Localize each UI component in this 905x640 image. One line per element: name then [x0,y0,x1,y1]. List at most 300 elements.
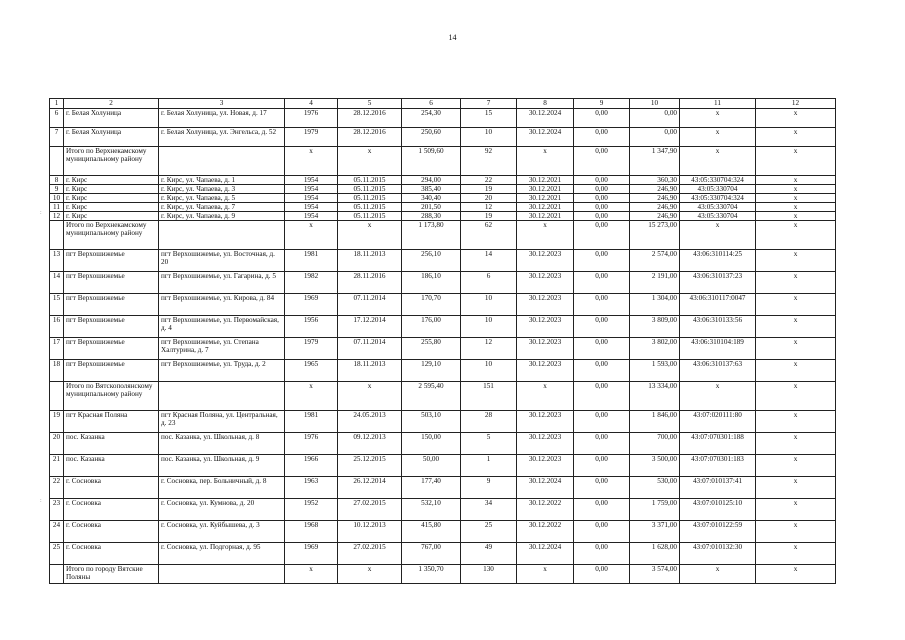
column-header-11: 11 [680,99,756,109]
margin-mark: : [40,498,42,504]
table-row [50,499,836,521]
cell-col-3: г. Кирс, ул. Чапаева, д. 9 [159,212,285,221]
cell-col-11: 43:05:330704 [680,185,756,194]
cell-col-12: x [756,543,836,565]
cell-col-2: пгт Верхошижемье [64,338,159,360]
cell-col-11: 43:07:070301:188 [680,433,756,455]
cell-col-6: 503,10 [402,411,461,433]
cell-col-3: г. Сосновка, ул. Куйбышева, д. 3 [159,521,285,543]
cell-col-7: 22 [461,176,517,185]
column-header-8: 8 [517,99,574,109]
cell-col-4: 1979 [285,128,338,147]
cell-col-6: 255,80 [402,338,461,360]
page-number: 14 [448,33,457,42]
cell-col-10: 246,90 [630,194,680,203]
cell-col-1: 22 [50,477,64,499]
cell-col-9: 0,00 [574,455,630,477]
cell-col-9: 0,00 [574,433,630,455]
cell-col-11: x [680,565,756,584]
table-row [50,543,836,565]
table-row [50,477,836,499]
cell-col-3: пгт Верхошижемье, ул. Восточная, д. 20 [159,250,285,272]
cell-col-3: г. Сосновка, ул. Подгорная, д. 95 [159,543,285,565]
cell-col-11: 43:07:010137:41 [680,477,756,499]
cell-col-8: 30.12.2024 [517,477,574,499]
cell-col-1: 20 [50,433,64,455]
cell-col-10: 0,00 [630,128,680,147]
column-header-3: 3 [159,99,285,109]
cell-col-6: 177,40 [402,477,461,499]
cell-col-4: 1981 [285,250,338,272]
cell-col-7: 10 [461,128,517,147]
cell-col-5: 18.11.2013 [338,250,402,272]
cell-col-9: 0,00 [574,521,630,543]
cell-col-10: 530,00 [630,477,680,499]
cell-col-8: 30.12.2023 [517,250,574,272]
cell-col-12: x [756,128,836,147]
cell-col-11: x [680,221,756,250]
cell-col-2: г. Кирс [64,185,159,194]
cell-col-4: 1963 [285,477,338,499]
cell-col-10: 1 759,00 [630,499,680,521]
cell-col-2: г. Сосновка [64,477,159,499]
cell-col-10: 246,90 [630,203,680,212]
cell-col-8: 30.12.2022 [517,499,574,521]
cell-col-6: 256,10 [402,250,461,272]
cell-col-10: 1 628,00 [630,543,680,565]
cell-col-9: 0,00 [574,477,630,499]
cell-col-5: x [338,221,402,250]
cell-col-12: x [756,176,836,185]
cell-col-6: 129,10 [402,360,461,382]
cell-col-9: 0,00 [574,185,630,194]
cell-col-10: 246,90 [630,212,680,221]
cell-col-9: 0,00 [574,338,630,360]
cell-col-6: 250,60 [402,128,461,147]
cell-col-1: 11 [50,203,64,212]
cell-col-2: г. Белая Холуница [64,128,159,147]
cell-col-10: 1 593,00 [630,360,680,382]
column-header-9: 9 [574,99,630,109]
cell-col-7: 10 [461,360,517,382]
cell-col-5: 05.11.2015 [338,176,402,185]
column-header-5: 5 [338,99,402,109]
column-header-2: 2 [64,99,159,109]
cell-col-12: x [756,433,836,455]
cell-col-5: 28.11.2016 [338,272,402,294]
cell-col-5: 27.02.2015 [338,543,402,565]
cell-col-1: 8 [50,176,64,185]
cell-col-5: x [338,565,402,584]
cell-col-4: 1954 [285,176,338,185]
cell-col-2: пгт Верхошижемье [64,360,159,382]
cell-col-10: 2 574,00 [630,250,680,272]
cell-col-2: г. Белая Холуница [64,109,159,128]
cell-col-10: 1 846,00 [630,411,680,433]
cell-col-12: x [756,147,836,176]
margin-mark: : [40,210,42,216]
cell-col-12: x [756,360,836,382]
cell-col-9: 0,00 [574,382,630,411]
cell-col-7: 10 [461,316,517,338]
cell-col-8: 30.12.2021 [517,212,574,221]
cell-col-3: пгт Верхошижемье, ул. Степана Халтурина, д. 7 [159,338,285,360]
cell-col-10: 700,00 [630,433,680,455]
table-row [50,294,836,316]
cell-col-5: 05.11.2015 [338,185,402,194]
cell-col-3: пгт Красная Поляна, ул. Центральная, д. 23 [159,411,285,433]
cell-col-12: x [756,272,836,294]
cell-col-12: x [756,499,836,521]
cell-col-3: пгт Верхошижемье, ул. Гагарина, д. 5 [159,272,285,294]
cell-col-11: 43:07:020111:80 [680,411,756,433]
cell-col-11: x [680,382,756,411]
cell-col-2: пгт Верхошижемье [64,272,159,294]
cell-col-12: x [756,411,836,433]
cell-col-8: 30.12.2021 [517,185,574,194]
cell-col-5: 28.12.2016 [338,128,402,147]
cell-col-1: 14 [50,272,64,294]
cell-col-12: x [756,455,836,477]
cell-col-6: 294,00 [402,176,461,185]
cell-col-9: 0,00 [574,316,630,338]
cell-col-12: x [756,565,836,584]
cell-col-3: г. Кирс, ул. Чапаева, д. 7 [159,203,285,212]
table-row [50,250,836,272]
cell-col-3: г. Сосновка, ул. Кумнова, д. 20 [159,499,285,521]
cell-col-5: 05.11.2015 [338,212,402,221]
cell-col-3: г. Белая Холуница, ул. Энгельса, д. 52 [159,128,285,147]
cell-col-6: 767,00 [402,543,461,565]
cell-col-1: 10 [50,194,64,203]
cell-col-4: 1982 [285,272,338,294]
cell-col-4: 1954 [285,194,338,203]
cell-col-3 [159,147,285,176]
cell-col-7: 19 [461,185,517,194]
cell-col-4: x [285,565,338,584]
cell-col-3: г. Сосновка, пер. Больничный, д. 8 [159,477,285,499]
cell-col-8: x [517,565,574,584]
cell-col-6: 176,00 [402,316,461,338]
cell-col-3: г. Кирс, ул. Чапаева, д. 3 [159,185,285,194]
cell-col-7: 130 [461,565,517,584]
cell-col-8: 30.12.2023 [517,360,574,382]
table-row [50,272,836,294]
cell-col-1: 7 [50,128,64,147]
cell-col-12: x [756,316,836,338]
cell-col-9: 0,00 [574,128,630,147]
cell-col-9: 0,00 [574,543,630,565]
table-row [50,221,836,250]
cell-col-8: 30.12.2023 [517,455,574,477]
cell-col-12: x [756,382,836,411]
cell-col-6: 288,30 [402,212,461,221]
cell-col-9: 0,00 [574,221,630,250]
cell-col-11: 43:06:310104:189 [680,338,756,360]
cell-col-11: 43:06:310114:25 [680,250,756,272]
cell-col-10: 3 371,00 [630,521,680,543]
cell-col-1: 18 [50,360,64,382]
cell-col-7: 62 [461,221,517,250]
cell-col-3: г. Кирс, ул. Чапаева, д. 1 [159,176,285,185]
cell-col-5: 28.12.2016 [338,109,402,128]
cell-col-2: г. Сосновка [64,521,159,543]
table-row [50,338,836,360]
cell-col-11: x [680,128,756,147]
cell-col-5: 05.11.2015 [338,194,402,203]
cell-col-5: 27.02.2015 [338,499,402,521]
cell-col-6: 1 173,80 [402,221,461,250]
cell-col-8: 30.12.2023 [517,338,574,360]
cell-col-2: пгт Верхошижемье [64,294,159,316]
cell-col-5: x [338,382,402,411]
cell-col-7: 10 [461,294,517,316]
cell-col-10: 3 809,00 [630,316,680,338]
table-row [50,382,836,411]
cell-col-5: 26.12.2014 [338,477,402,499]
cell-col-1: 21 [50,455,64,477]
cell-col-11: 43:05:330704:324 [680,176,756,185]
cell-col-8: 30.12.2024 [517,109,574,128]
cell-col-5: 09.12.2013 [338,433,402,455]
cell-col-12: x [756,521,836,543]
cell-col-12: x [756,338,836,360]
cell-col-5: 07.11.2014 [338,294,402,316]
table-row [50,176,836,185]
cell-col-9: 0,00 [574,360,630,382]
cell-col-5: 07.11.2014 [338,338,402,360]
cell-col-6: 1 350,70 [402,565,461,584]
column-header-1: 1 [50,99,64,109]
cell-col-6: 50,00 [402,455,461,477]
cell-col-8: x [517,221,574,250]
cell-col-12: x [756,212,836,221]
cell-col-10: 1 347,90 [630,147,680,176]
cell-col-1: 16 [50,316,64,338]
table-row [50,203,836,212]
cell-col-9: 0,00 [574,147,630,176]
cell-col-12: x [756,203,836,212]
cell-col-7: 92 [461,147,517,176]
cell-col-2: пгт Красная Поляна [64,411,159,433]
cell-col-3: пос. Казанка, ул. Школьная, д. 9 [159,455,285,477]
cell-col-6: 150,00 [402,433,461,455]
cell-col-10: 3 802,00 [630,338,680,360]
cell-col-1: 13 [50,250,64,272]
cell-col-7: 1 [461,455,517,477]
cell-col-9: 0,00 [574,411,630,433]
cell-col-4: x [285,221,338,250]
cell-col-6: 201,50 [402,203,461,212]
cell-col-8: x [517,147,574,176]
cell-col-11: 43:05:330704 [680,212,756,221]
cell-col-8: 30.12.2024 [517,543,574,565]
cell-col-9: 0,00 [574,272,630,294]
column-header-4: 4 [285,99,338,109]
cell-col-11: 43:07:010132:30 [680,543,756,565]
cell-col-3: пгт Верхошижемье, ул. Кирова, д. 84 [159,294,285,316]
cell-col-6: 532,10 [402,499,461,521]
cell-col-4: 1976 [285,109,338,128]
cell-col-3: г. Белая Холуница, ул. Новая, д. 17 [159,109,285,128]
cell-col-9: 0,00 [574,499,630,521]
cell-col-5: 18.11.2013 [338,360,402,382]
cell-col-11: x [680,147,756,176]
cell-col-8: 30.12.2021 [517,176,574,185]
cell-col-4: 1954 [285,203,338,212]
cell-col-7: 9 [461,477,517,499]
cell-col-1: 9 [50,185,64,194]
cell-col-12: x [756,185,836,194]
table-row [50,411,836,433]
cell-col-6: 254,30 [402,109,461,128]
cell-col-1 [50,147,64,176]
cell-col-8: x [517,382,574,411]
cell-col-7: 14 [461,250,517,272]
cell-col-6: 385,40 [402,185,461,194]
cell-col-12: x [756,294,836,316]
cell-col-3 [159,221,285,250]
cell-col-5: 10.12.2013 [338,521,402,543]
cell-col-9: 0,00 [574,212,630,221]
cell-col-11: 43:05:330704:324 [680,194,756,203]
cell-col-1: 25 [50,543,64,565]
table-row [50,360,836,382]
cell-col-8: 30.12.2023 [517,272,574,294]
cell-col-10: 15 273,00 [630,221,680,250]
cell-col-10: 13 334,00 [630,382,680,411]
cell-col-6: 170,70 [402,294,461,316]
table-row [50,316,836,338]
cell-col-8: 30.12.2021 [517,194,574,203]
column-header-12: 12 [756,99,836,109]
cell-col-2: г. Сосновка [64,543,159,565]
cell-col-1: 12 [50,212,64,221]
table-row [50,455,836,477]
cell-col-12: x [756,109,836,128]
table-row [50,185,836,194]
cell-col-7: 25 [461,521,517,543]
cell-col-3: пгт Верхошижемье, ул. Первомайская, д. 4 [159,316,285,338]
table-row [50,147,836,176]
cell-col-12: x [756,194,836,203]
cell-col-1: 17 [50,338,64,360]
cell-col-1: 24 [50,521,64,543]
cell-col-11: x [680,109,756,128]
cell-col-7: 12 [461,203,517,212]
cell-col-11: 43:07:070301:183 [680,455,756,477]
table-row [50,565,836,584]
cell-col-4: 1952 [285,499,338,521]
column-header-6: 6 [402,99,461,109]
cell-col-10: 3 574,00 [630,565,680,584]
cell-col-9: 0,00 [574,194,630,203]
cell-col-2: пос. Казанка [64,433,159,455]
cell-col-3: г. Кирс, ул. Чапаева, д. 5 [159,194,285,203]
cell-col-2: пгт Верхошижемье [64,250,159,272]
cell-col-4: 1954 [285,185,338,194]
table-row [50,433,836,455]
cell-col-5: x [338,147,402,176]
cell-col-9: 0,00 [574,565,630,584]
cell-col-9: 0,00 [574,109,630,128]
cell-col-1 [50,221,64,250]
cell-col-9: 0,00 [574,294,630,316]
cell-col-12: x [756,221,836,250]
cell-col-1 [50,382,64,411]
cell-col-4: 1969 [285,294,338,316]
cell-col-1: 15 [50,294,64,316]
cell-col-4: 1966 [285,455,338,477]
cell-col-7: 5 [461,433,517,455]
cell-col-7: 19 [461,212,517,221]
cell-col-5: 17.12.2014 [338,316,402,338]
cell-col-5: 05.11.2015 [338,203,402,212]
cell-col-4: x [285,382,338,411]
cell-col-2: г. Кирс [64,212,159,221]
cell-col-7: 15 [461,109,517,128]
cell-col-2: г. Кирс [64,203,159,212]
cell-col-6: 340,40 [402,194,461,203]
cell-col-4: 1976 [285,433,338,455]
cell-col-10: 246,90 [630,185,680,194]
cell-col-11: 43:06:310137:63 [680,360,756,382]
cell-col-6: 2 595,40 [402,382,461,411]
cell-col-4: 1979 [285,338,338,360]
cell-col-12: x [756,477,836,499]
table-row [50,109,836,128]
cell-col-6: 1 509,60 [402,147,461,176]
cell-col-12: x [756,250,836,272]
cell-col-9: 0,00 [574,203,630,212]
cell-col-3: пос. Казанка, ул. Школьная, д. 8 [159,433,285,455]
table-row [50,212,836,221]
cell-col-2: г. Кирс [64,176,159,185]
cell-col-2: Итого по Верхнекамскому муниципальному району [64,147,159,176]
cell-col-8: 30.12.2023 [517,411,574,433]
cell-col-4: 1965 [285,360,338,382]
cell-col-11: 43:06:310133:56 [680,316,756,338]
table-row [50,521,836,543]
cell-col-8: 30.12.2021 [517,203,574,212]
cell-col-10: 2 191,00 [630,272,680,294]
cell-col-10: 1 304,00 [630,294,680,316]
cell-col-6: 186,10 [402,272,461,294]
cell-col-2: Итого по Вятскополянскому муниципальному району [64,382,159,411]
cell-col-11: 43:07:010125:10 [680,499,756,521]
cell-col-2: г. Кирс [64,194,159,203]
table-row [50,128,836,147]
cell-col-8: 30.12.2022 [517,521,574,543]
cell-col-2: пгт Верхошижемье [64,316,159,338]
cell-col-7: 28 [461,411,517,433]
table-row [50,194,836,203]
cell-col-2: г. Сосновка [64,499,159,521]
cell-col-7: 34 [461,499,517,521]
cell-col-1: 19 [50,411,64,433]
cell-col-11: 43:05:330704 [680,203,756,212]
cell-col-4: 1968 [285,521,338,543]
cell-col-8: 30.12.2024 [517,128,574,147]
cell-col-7: 151 [461,382,517,411]
cell-col-2: Итого по городу Вятские Поляны [64,565,159,584]
cell-col-7: 20 [461,194,517,203]
cell-col-9: 0,00 [574,176,630,185]
register-table [49,98,836,584]
column-header-7: 7 [461,99,517,109]
cell-col-10: 360,30 [630,176,680,185]
cell-col-3 [159,382,285,411]
